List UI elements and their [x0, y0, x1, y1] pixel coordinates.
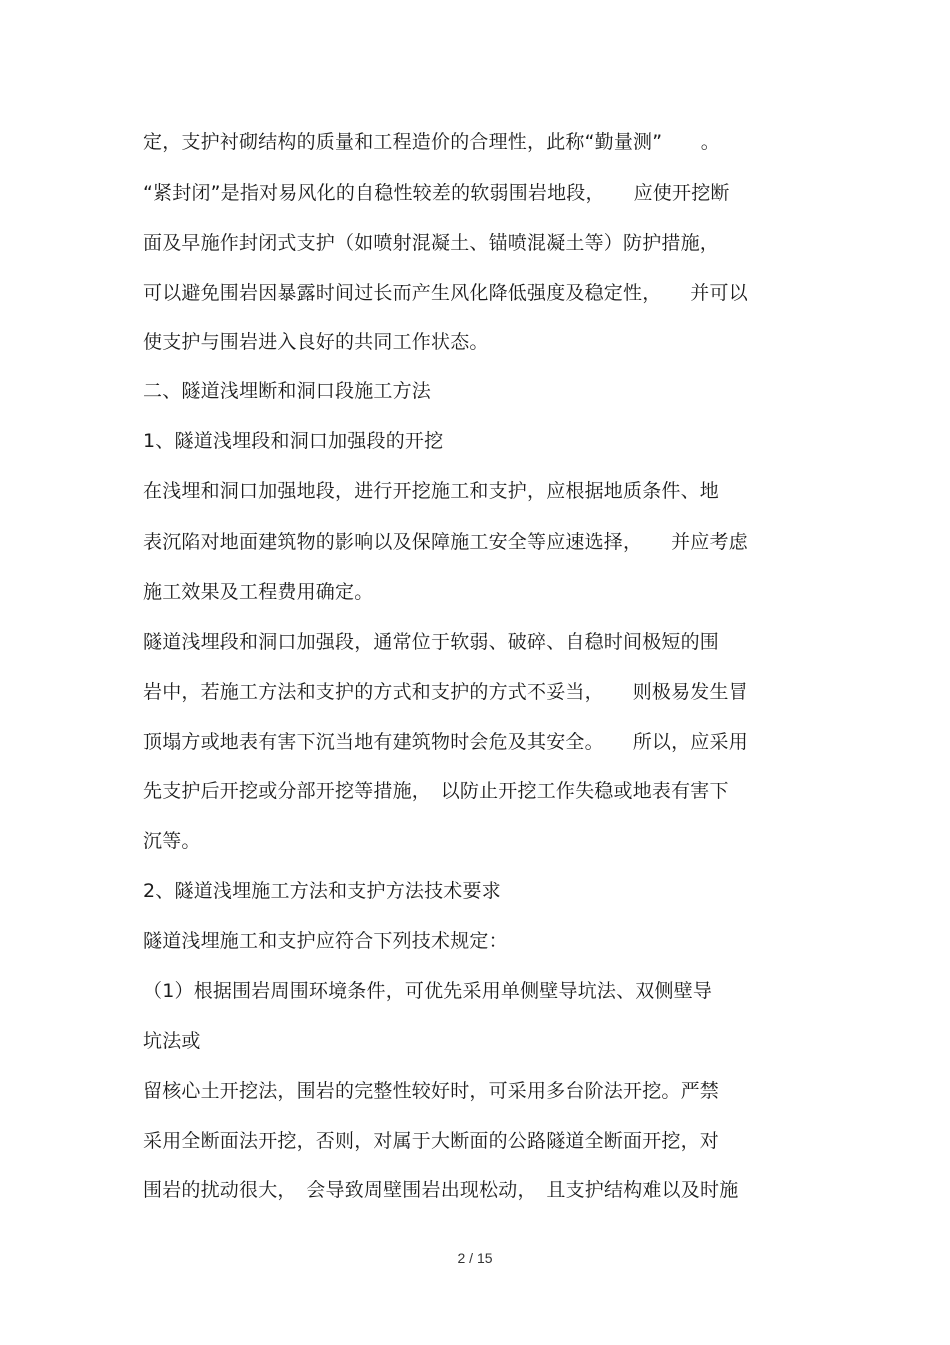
text-line: 可以避免围岩因暴露时间过长而产生风化降低强度及稳定性， 并可以 — [143, 282, 748, 304]
text-line: 使支护与围岩进入良好的共同工作状态。 — [143, 331, 489, 353]
subsection-heading: 2、隧道浅埋施工方法和支护方法技术要求 — [143, 880, 501, 902]
text-line: 留核心土开挖法，围岩的完整性较好时，可采用多台阶法开挖。严禁 — [143, 1080, 720, 1102]
text-line: 沉等。 — [143, 830, 201, 852]
text-line: 先支护后开挖或分部开挖等措施， 以防止开挖工作失稳或地表有害下 — [143, 780, 729, 802]
section-heading: 二、隧道浅埋断和洞口段施工方法 — [143, 380, 432, 402]
page-number: 2 / 15 — [457, 1250, 493, 1266]
text-line: 采用全断面法开挖，否则，对属于大断面的公路隧道全断面开挖，对 — [143, 1130, 720, 1152]
text-line: 定，支护衬砌结构的质量和工程造价的合理性，此称“勤量测” 。 — [143, 131, 720, 153]
text-line: 围岩的扰动很大， 会导致周壁围岩出现松动， 且支护结构难以及时施 — [143, 1179, 739, 1201]
text-line: 表沉陷对地面建筑物的影响以及保障施工安全等应速选择， 并应考虑 — [143, 531, 748, 553]
text-line: 顶塌方或地表有害下沉当地有建筑物时会危及其安全。 所以，应采用 — [143, 731, 748, 753]
text-line: 面及早施作封闭式支护（如喷射混凝土、锚喷混凝土等）防护措施， — [143, 232, 720, 254]
subsection-heading: 1、隧道浅埋段和洞口加强段的开挖 — [143, 430, 444, 452]
text-line: 隧道浅埋段和洞口加强段，通常位于软弱、破碎、自稳时间极短的围 — [143, 631, 720, 653]
text-line: 在浅埋和洞口加强地段，进行开挖施工和支护，应根据地质条件、地 — [143, 480, 720, 502]
text-line: “紧封闭”是指对易风化的自稳性较差的软弱围岩地段， 应使开挖断 — [143, 182, 730, 204]
list-item: （1）根据围岩周围环境条件，可优先采用单侧壁导坑法、双侧壁导 — [143, 980, 713, 1002]
text-line: 坑法或 — [143, 1030, 201, 1052]
text-line: 隧道浅埋施工和支护应符合下列技术规定： — [143, 930, 508, 952]
text-line: 施工效果及工程费用确定。 — [143, 581, 374, 603]
text-line: 岩中，若施工方法和支护的方式和支护的方式不妥当， 则极易发生冒 — [143, 681, 748, 703]
